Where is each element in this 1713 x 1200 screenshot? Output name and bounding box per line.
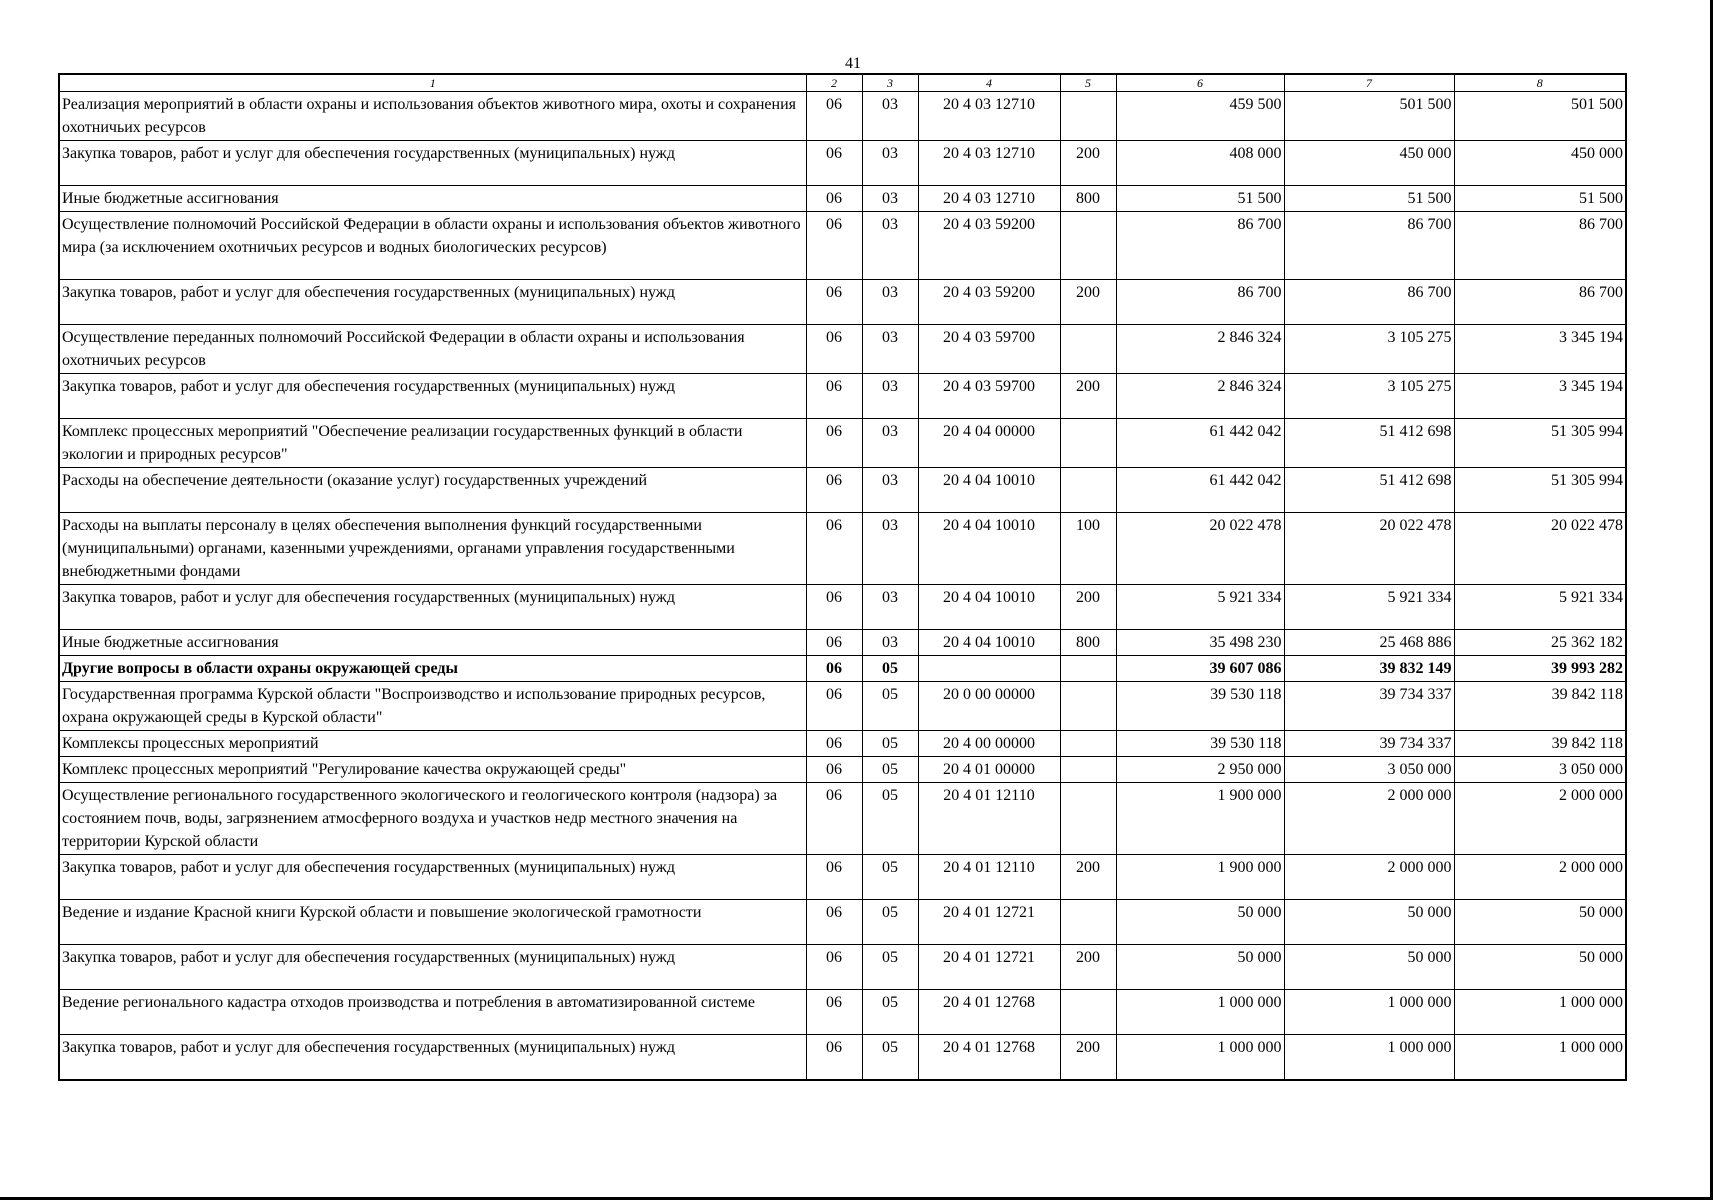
expense-type-cell: 200 <box>1060 1035 1116 1080</box>
section-code-cell: 06 <box>806 945 862 990</box>
expense-type-cell <box>1060 656 1116 682</box>
amount-year1-cell: 2 950 000 <box>1116 757 1284 783</box>
column-number-header <box>59 74 1626 92</box>
target-article-cell: 20 4 01 00000 <box>918 757 1060 783</box>
amount-year3-cell: 25 362 182 <box>1454 630 1626 656</box>
amount-year1-cell: 2 846 324 <box>1116 325 1284 374</box>
table-row <box>59 1035 1626 1080</box>
amount-year1-cell: 51 500 <box>1116 186 1284 212</box>
subsection-code-cell: 05 <box>862 900 918 945</box>
column-header: 7 <box>1284 74 1454 92</box>
row-name-cell: Закупка товаров, работ и услуг для обеспечения государственных (муниципальных) нужд <box>59 374 806 419</box>
amount-year3-cell: 3 050 000 <box>1454 757 1626 783</box>
section-code-cell: 06 <box>806 630 862 656</box>
expense-type-cell <box>1060 900 1116 945</box>
expense-type-cell <box>1060 731 1116 757</box>
target-article-cell: 20 4 01 12721 <box>918 945 1060 990</box>
target-article-cell: 20 4 01 12768 <box>918 990 1060 1035</box>
row-name-cell: Ведение регионального кадастра отходов производства и потребления в автоматизированной системе <box>59 990 806 1035</box>
amount-year2-cell: 2 000 000 <box>1284 783 1454 855</box>
amount-year1-cell: 2 846 324 <box>1116 374 1284 419</box>
amount-year1-cell: 86 700 <box>1116 212 1284 280</box>
subsection-code-cell: 05 <box>862 682 918 731</box>
amount-year1-cell: 61 442 042 <box>1116 419 1284 468</box>
amount-year3-cell: 39 993 282 <box>1454 656 1626 682</box>
row-name-cell: Другие вопросы в области охраны окружающей среды <box>59 656 806 682</box>
amount-year3-cell: 51 305 994 <box>1454 468 1626 513</box>
subsection-code-cell: 03 <box>862 92 918 141</box>
table-row <box>59 280 1626 325</box>
subsection-code-cell: 05 <box>862 731 918 757</box>
column-header: 5 <box>1060 74 1116 92</box>
amount-year1-cell: 459 500 <box>1116 92 1284 141</box>
target-article-cell: 20 4 03 59700 <box>918 374 1060 419</box>
row-name-cell: Комплекс процессных мероприятий "Обеспечение реализации государственных функций в области экологии и природных ресурсов" <box>59 419 806 468</box>
section-code-cell: 06 <box>806 855 862 900</box>
expense-type-cell: 200 <box>1060 585 1116 630</box>
amount-year1-cell: 50 000 <box>1116 945 1284 990</box>
amount-year1-cell: 35 498 230 <box>1116 630 1284 656</box>
target-article-cell: 20 4 03 12710 <box>918 186 1060 212</box>
row-name-cell: Закупка товаров, работ и услуг для обеспечения государственных (муниципальных) нужд <box>59 280 806 325</box>
table-row <box>59 630 1626 656</box>
subsection-code-cell: 03 <box>862 374 918 419</box>
amount-year3-cell: 5 921 334 <box>1454 585 1626 630</box>
table-row <box>59 92 1626 141</box>
column-header: 2 <box>806 74 862 92</box>
expense-type-cell <box>1060 682 1116 731</box>
target-article-cell: 20 4 01 12721 <box>918 900 1060 945</box>
amount-year2-cell: 39 832 149 <box>1284 656 1454 682</box>
amount-year2-cell: 3 105 275 <box>1284 374 1454 419</box>
section-code-cell: 06 <box>806 731 862 757</box>
amount-year2-cell: 86 700 <box>1284 212 1454 280</box>
amount-year1-cell: 61 442 042 <box>1116 468 1284 513</box>
column-header: 6 <box>1116 74 1284 92</box>
amount-year3-cell: 2 000 000 <box>1454 855 1626 900</box>
subsection-code-cell: 05 <box>862 855 918 900</box>
amount-year3-cell: 3 345 194 <box>1454 325 1626 374</box>
table-row <box>59 374 1626 419</box>
amount-year3-cell: 1 000 000 <box>1454 990 1626 1035</box>
amount-year3-cell: 450 000 <box>1454 141 1626 186</box>
row-name-cell: Осуществление полномочий Российской Федерации в области охраны и использования объектов животного мира (за исключением охотничьих ресурсов и водных биологических ресурсов) <box>59 212 806 280</box>
subsection-code-cell: 03 <box>862 141 918 186</box>
expense-type-cell: 200 <box>1060 141 1116 186</box>
section-code-cell: 06 <box>806 212 862 280</box>
amount-year2-cell: 3 105 275 <box>1284 325 1454 374</box>
section-code-cell: 06 <box>806 186 862 212</box>
section-code-cell: 06 <box>806 280 862 325</box>
column-header: 4 <box>918 74 1060 92</box>
amount-year2-cell: 39 734 337 <box>1284 731 1454 757</box>
section-code-cell: 06 <box>806 92 862 141</box>
subsection-code-cell: 03 <box>862 513 918 585</box>
table-row <box>59 585 1626 630</box>
table-row <box>59 141 1626 186</box>
section-code-cell: 06 <box>806 783 862 855</box>
amount-year3-cell: 39 842 118 <box>1454 682 1626 731</box>
target-article-cell <box>918 656 1060 682</box>
section-code-cell: 06 <box>806 682 862 731</box>
target-article-cell: 20 4 03 59200 <box>918 280 1060 325</box>
budget-table <box>58 73 1627 1081</box>
amount-year2-cell: 86 700 <box>1284 280 1454 325</box>
table-row <box>59 186 1626 212</box>
expense-type-cell: 800 <box>1060 186 1116 212</box>
column-header: 3 <box>862 74 918 92</box>
amount-year1-cell: 39 607 086 <box>1116 656 1284 682</box>
row-name-cell: Осуществление переданных полномочий Российской Федерации в области охраны и использования охотничьих ресурсов <box>59 325 806 374</box>
row-name-cell: Иные бюджетные ассигнования <box>59 630 806 656</box>
subsection-code-cell: 03 <box>862 419 918 468</box>
subsection-code-cell: 03 <box>862 468 918 513</box>
amount-year3-cell: 51 500 <box>1454 186 1626 212</box>
row-name-cell: Комплексы процессных мероприятий <box>59 731 806 757</box>
section-code-cell: 06 <box>806 141 862 186</box>
amount-year2-cell: 2 000 000 <box>1284 855 1454 900</box>
section-code-cell: 06 <box>806 419 862 468</box>
expense-type-cell <box>1060 990 1116 1035</box>
table-row <box>59 757 1626 783</box>
amount-year1-cell: 1 900 000 <box>1116 783 1284 855</box>
target-article-cell: 20 4 04 10010 <box>918 513 1060 585</box>
section-code-cell: 06 <box>806 900 862 945</box>
amount-year1-cell: 1 900 000 <box>1116 855 1284 900</box>
subsection-code-cell: 03 <box>862 325 918 374</box>
amount-year1-cell: 20 022 478 <box>1116 513 1284 585</box>
amount-year3-cell: 1 000 000 <box>1454 1035 1626 1080</box>
amount-year2-cell: 51 412 698 <box>1284 468 1454 513</box>
page-number: 41 <box>845 55 861 72</box>
subsection-code-cell: 05 <box>862 945 918 990</box>
target-article-cell: 20 4 04 10010 <box>918 630 1060 656</box>
amount-year2-cell: 1 000 000 <box>1284 1035 1454 1080</box>
table-row <box>59 783 1626 855</box>
expense-type-cell <box>1060 92 1116 141</box>
section-code-cell: 06 <box>806 585 862 630</box>
target-article-cell: 20 4 03 59200 <box>918 212 1060 280</box>
amount-year1-cell: 408 000 <box>1116 141 1284 186</box>
target-article-cell: 20 4 01 12110 <box>918 783 1060 855</box>
amount-year3-cell: 50 000 <box>1454 945 1626 990</box>
subsection-code-cell: 05 <box>862 656 918 682</box>
amount-year2-cell: 39 734 337 <box>1284 682 1454 731</box>
section-code-cell: 06 <box>806 374 862 419</box>
expense-type-cell <box>1060 419 1116 468</box>
row-name-cell: Закупка товаров, работ и услуг для обеспечения государственных (муниципальных) нужд <box>59 141 806 186</box>
amount-year3-cell: 2 000 000 <box>1454 783 1626 855</box>
section-code-cell: 06 <box>806 1035 862 1080</box>
subsection-code-cell: 03 <box>862 212 918 280</box>
table-row <box>59 731 1626 757</box>
amount-year3-cell: 3 345 194 <box>1454 374 1626 419</box>
table-row <box>59 855 1626 900</box>
amount-year2-cell: 51 500 <box>1284 186 1454 212</box>
table-row <box>59 513 1626 585</box>
target-article-cell: 20 4 04 00000 <box>918 419 1060 468</box>
row-name-cell: Иные бюджетные ассигнования <box>59 186 806 212</box>
table-row <box>59 468 1626 513</box>
amount-year3-cell: 86 700 <box>1454 280 1626 325</box>
target-article-cell: 20 4 04 10010 <box>918 585 1060 630</box>
amount-year3-cell: 51 305 994 <box>1454 419 1626 468</box>
expense-type-cell: 100 <box>1060 513 1116 585</box>
subsection-code-cell: 03 <box>862 585 918 630</box>
expense-type-cell: 200 <box>1060 855 1116 900</box>
amount-year2-cell: 51 412 698 <box>1284 419 1454 468</box>
amount-year1-cell: 39 530 118 <box>1116 682 1284 731</box>
subsection-code-cell: 05 <box>862 1035 918 1080</box>
amount-year1-cell: 5 921 334 <box>1116 585 1284 630</box>
column-header: 1 <box>59 74 806 92</box>
section-code-cell: 06 <box>806 513 862 585</box>
amount-year2-cell: 501 500 <box>1284 92 1454 141</box>
row-name-cell: Реализация мероприятий в области охраны и использования объектов животного мира, охоты и сохранения охотничьих ресурсов <box>59 92 806 141</box>
amount-year2-cell: 5 921 334 <box>1284 585 1454 630</box>
expense-type-cell <box>1060 783 1116 855</box>
section-code-cell: 06 <box>806 990 862 1035</box>
row-name-cell: Расходы на обеспечение деятельности (оказание услуг) государственных учреждений <box>59 468 806 513</box>
row-name-cell: Ведение и издание Красной книги Курской области и повышение экологической грамотности <box>59 900 806 945</box>
amount-year2-cell: 1 000 000 <box>1284 990 1454 1035</box>
target-article-cell: 20 4 03 59700 <box>918 325 1060 374</box>
amount-year2-cell: 3 050 000 <box>1284 757 1454 783</box>
table-row <box>59 419 1626 468</box>
table-row <box>59 900 1626 945</box>
expense-type-cell <box>1060 325 1116 374</box>
amount-year3-cell: 86 700 <box>1454 212 1626 280</box>
amount-year2-cell: 20 022 478 <box>1284 513 1454 585</box>
row-name-cell: Государственная программа Курской области "Воспроизводство и использование природных ресурсов, охрана окружающей среды в Курской области" <box>59 682 806 731</box>
row-name-cell: Комплекс процессных мероприятий "Регулирование качества окружающей среды" <box>59 757 806 783</box>
expense-type-cell: 200 <box>1060 945 1116 990</box>
expense-type-cell <box>1060 212 1116 280</box>
amount-year1-cell: 50 000 <box>1116 900 1284 945</box>
amount-year3-cell: 39 842 118 <box>1454 731 1626 757</box>
amount-year3-cell: 20 022 478 <box>1454 513 1626 585</box>
expense-type-cell <box>1060 468 1116 513</box>
table-body <box>59 92 1626 1080</box>
subsection-code-cell: 05 <box>862 757 918 783</box>
amount-year2-cell: 25 468 886 <box>1284 630 1454 656</box>
amount-year2-cell: 450 000 <box>1284 141 1454 186</box>
amount-year2-cell: 50 000 <box>1284 945 1454 990</box>
subsection-code-cell: 03 <box>862 186 918 212</box>
target-article-cell: 20 0 00 00000 <box>918 682 1060 731</box>
amount-year3-cell: 501 500 <box>1454 92 1626 141</box>
target-article-cell: 20 4 04 10010 <box>918 468 1060 513</box>
expense-type-cell: 800 <box>1060 630 1116 656</box>
table-row <box>59 990 1626 1035</box>
amount-year1-cell: 1 000 000 <box>1116 990 1284 1035</box>
row-name-cell: Расходы на выплаты персоналу в целях обеспечения выполнения функций государственными (муниципальными) органами, казенными учреждениями, органами управления государственными внебюджетными фондами <box>59 513 806 585</box>
target-article-cell: 20 4 00 00000 <box>918 731 1060 757</box>
section-code-cell: 06 <box>806 757 862 783</box>
target-article-cell: 20 4 01 12768 <box>918 1035 1060 1080</box>
target-article-cell: 20 4 03 12710 <box>918 92 1060 141</box>
subsection-code-cell: 03 <box>862 630 918 656</box>
section-code-cell: 06 <box>806 656 862 682</box>
target-article-cell: 20 4 01 12110 <box>918 855 1060 900</box>
expense-type-cell: 200 <box>1060 374 1116 419</box>
table-row <box>59 945 1626 990</box>
section-code-cell: 06 <box>806 325 862 374</box>
row-name-cell: Осуществление регионального государственного экологического и геологического контроля (надзора) за состоянием почв, воды, загрязнением атмосферного воздуха и участков недр местного значения на территории Курской области <box>59 783 806 855</box>
subsection-code-cell: 05 <box>862 783 918 855</box>
subsection-code-cell: 03 <box>862 280 918 325</box>
table-row <box>59 212 1626 280</box>
table-row <box>59 656 1626 682</box>
amount-year2-cell: 50 000 <box>1284 900 1454 945</box>
section-code-cell: 06 <box>806 468 862 513</box>
row-name-cell: Закупка товаров, работ и услуг для обеспечения государственных (муниципальных) нужд <box>59 585 806 630</box>
amount-year1-cell: 1 000 000 <box>1116 1035 1284 1080</box>
amount-year3-cell: 50 000 <box>1454 900 1626 945</box>
amount-year1-cell: 86 700 <box>1116 280 1284 325</box>
amount-year1-cell: 39 530 118 <box>1116 731 1284 757</box>
expense-type-cell <box>1060 757 1116 783</box>
table-row <box>59 325 1626 374</box>
row-name-cell: Закупка товаров, работ и услуг для обеспечения государственных (муниципальных) нужд <box>59 1035 806 1080</box>
table-row <box>59 682 1626 731</box>
target-article-cell: 20 4 03 12710 <box>918 141 1060 186</box>
row-name-cell: Закупка товаров, работ и услуг для обеспечения государственных (муниципальных) нужд <box>59 855 806 900</box>
row-name-cell: Закупка товаров, работ и услуг для обеспечения государственных (муниципальных) нужд <box>59 945 806 990</box>
subsection-code-cell: 05 <box>862 990 918 1035</box>
expense-type-cell: 200 <box>1060 280 1116 325</box>
column-header: 8 <box>1454 74 1626 92</box>
